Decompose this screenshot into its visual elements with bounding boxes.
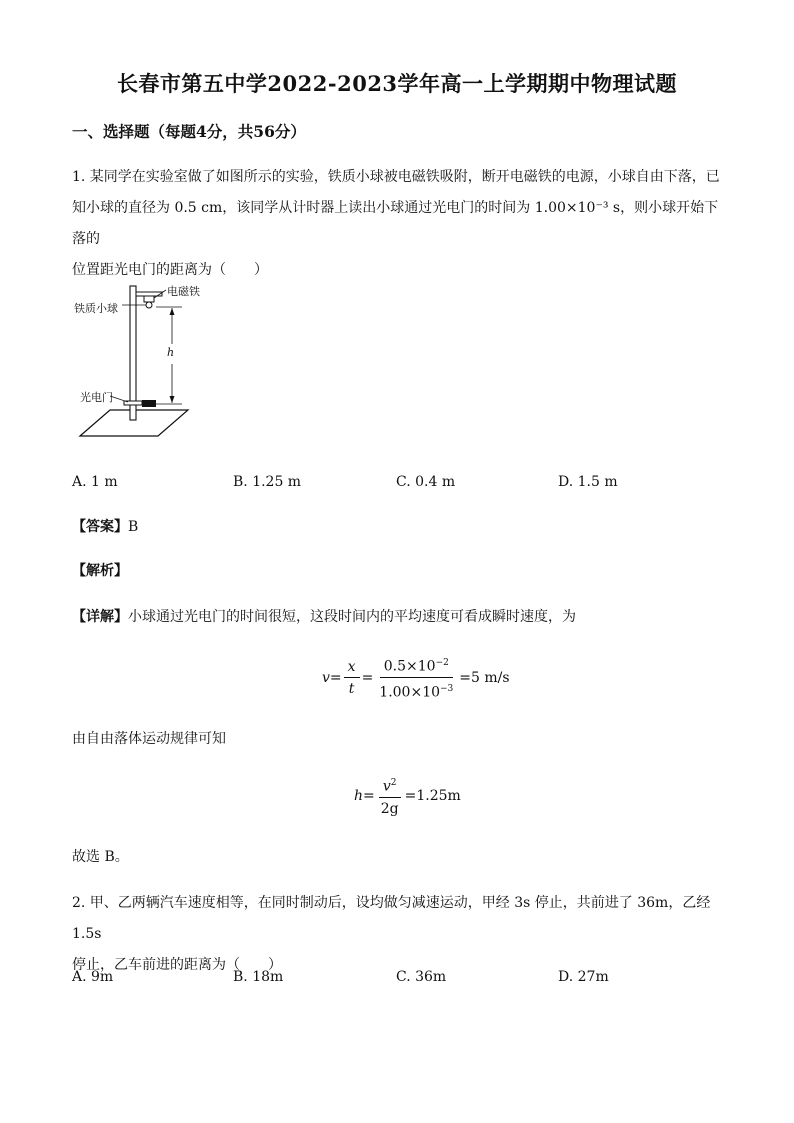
label-electromagnet: 电磁铁 <box>167 285 200 298</box>
formula2-num-exp: 2 <box>390 778 397 788</box>
formula1-result: =5 m/s <box>459 669 510 686</box>
label-h: h <box>167 346 175 359</box>
q1-detail <box>72 602 732 633</box>
formula-height <box>354 774 461 818</box>
formula2-lhs: h <box>354 787 364 804</box>
formula1-eq1: = <box>329 669 342 686</box>
formula1-lhs: v <box>322 669 330 686</box>
q2-option-b: B. 18m <box>233 969 284 985</box>
q2-option-c: C. 36m <box>396 969 447 985</box>
answer-tag: 【答案】 <box>72 519 128 535</box>
photogate <box>142 400 156 407</box>
formula-velocity <box>322 654 510 701</box>
iron-ball <box>146 302 152 308</box>
q1-stem <box>72 162 732 286</box>
frac2-num-base: 0.5×10 <box>383 658 436 675</box>
q2-line-2: 停止，乙车前进的距离为（ ） <box>72 957 282 973</box>
q1-option-c: C. 0.4 m <box>396 474 456 490</box>
q2-option-a: A. 9m <box>72 969 114 985</box>
label-iron-ball: 铁质小球 <box>74 302 118 315</box>
stand-rod <box>130 286 136 420</box>
section-heading: 一、选择题（每题4分，共56分） <box>72 122 306 141</box>
formula2-result: =1.25m <box>404 787 461 804</box>
q1-option-d: D. 1.5 m <box>558 474 618 490</box>
detail-tag: 【详解】 <box>72 609 128 625</box>
formula2-eq: = <box>363 787 375 804</box>
electromagnet <box>144 296 154 302</box>
formula2-numerator <box>379 774 401 798</box>
answer-value: B <box>128 519 139 535</box>
frac2-den-exp: −3 <box>440 683 454 694</box>
arrow-down <box>170 396 175 403</box>
q2-stem <box>72 888 732 981</box>
analysis-tag: 【解析】 <box>72 563 128 579</box>
frac2-den-base: 1.00×10 <box>379 684 441 701</box>
formula1-eq2: = <box>361 669 374 686</box>
frac2-denominator <box>375 678 457 702</box>
arrow-up <box>170 308 175 315</box>
frac2-numerator <box>380 654 453 678</box>
q1-line-2: 知小球的直径为 0.5 cm，该同学从计时器上读出小球通过光电门的时间为 1.00×10⁻³ s，则小球开始下落的 <box>72 200 719 247</box>
law-text: 由自由落体运动规律可知 <box>72 731 226 747</box>
formula2-den: 2g <box>380 800 399 817</box>
detail-text: 小球通过光电门的时间很短，这段时间内的平均速度可看成瞬时速度，为 <box>128 609 576 625</box>
formula2-frac <box>377 774 403 818</box>
q2-line-1: 2. 甲、乙两辆汽车速度相等，在同时制动后，设均做匀减速运动，甲经 3s 停止，共前进了 36m，乙经 1.5s <box>72 895 711 942</box>
q1-line-1: 1. 某同学在实验室做了如图所示的实验，铁质小球被电磁铁吸附，断开电磁铁的电源，小球自由下落，已 <box>72 169 720 185</box>
page-title: 长春市第五中学2022-2023学年高一上学期期中物理试题 <box>116 71 678 96</box>
frac1-numerator: x <box>344 658 360 678</box>
q1-option-a: A. 1 m <box>72 474 118 490</box>
formula1-frac1 <box>344 658 360 698</box>
q1-option-b: B. 1.25 m <box>233 474 302 490</box>
formula2-denominator <box>377 798 403 818</box>
label-photogate: 光电门 <box>80 391 113 404</box>
q1-answer <box>72 512 732 543</box>
frac1-denominator: t <box>348 680 355 697</box>
formula1-frac2 <box>375 654 457 701</box>
q2-option-d: D. 27m <box>558 969 609 985</box>
q1-line-3: 位置距光电门的距离为（ ） <box>72 262 268 278</box>
frac2-num-exp: −2 <box>435 658 449 668</box>
q1-conclusion: 故选 B。 <box>72 849 129 865</box>
formula2-num-base: v <box>382 778 391 795</box>
